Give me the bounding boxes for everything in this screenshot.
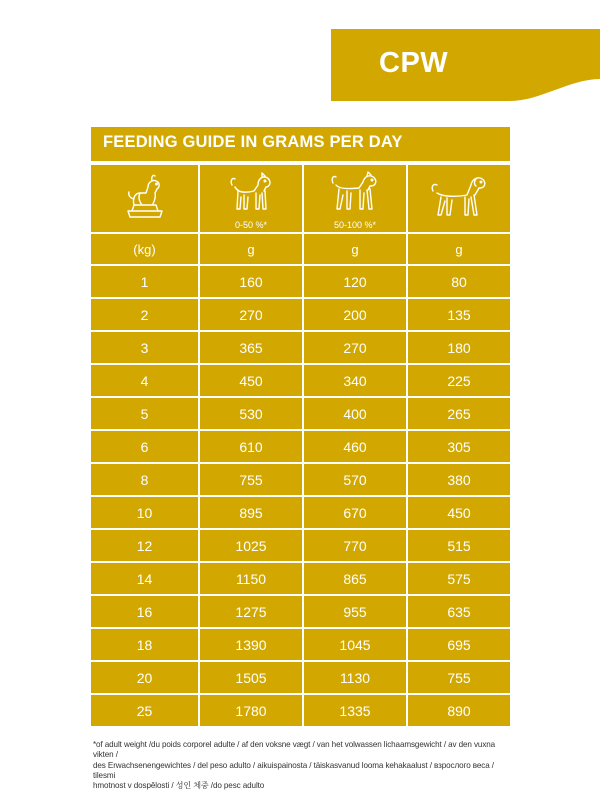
- puppy-small-grams-cell: 1150: [199, 562, 303, 595]
- puppy-small-grams-cell: 1390: [199, 628, 303, 661]
- weight-cell: 18: [91, 628, 199, 661]
- product-code-tab: [331, 29, 600, 101]
- weight-cell: 5: [91, 397, 199, 430]
- adult-grams-cell: 635: [407, 595, 510, 628]
- table-row: [91, 694, 510, 727]
- puppy-medium-grams-cell: 340: [303, 364, 407, 397]
- puppy-small-grams-cell: 1505: [199, 661, 303, 694]
- table-row: [91, 397, 510, 430]
- footnote-line: *of adult weight /du poids corporel adulte / af den voksne vægt / van het volwassen lichaamsgewicht / av den vuxna vikten /: [93, 740, 496, 760]
- weight-cell: 12: [91, 529, 199, 562]
- puppy-medium-grams-cell: 200: [303, 298, 407, 331]
- weight-cell: 16: [91, 595, 199, 628]
- tab-curve-decoration: [510, 79, 600, 101]
- adult-grams-cell: 515: [407, 529, 510, 562]
- adult-dog-icon: [429, 171, 489, 219]
- adult-grams-cell: 225: [407, 364, 510, 397]
- units-row: [91, 233, 510, 265]
- adult-grams-cell: 450: [407, 496, 510, 529]
- unit-cell: g: [407, 233, 510, 265]
- weight-cell: 10: [91, 496, 199, 529]
- puppy-small-grams-cell: 1025: [199, 529, 303, 562]
- adult-grams-cell: 755: [407, 661, 510, 694]
- puppy-small-grams-cell: 610: [199, 430, 303, 463]
- puppy-small-grams-cell: 1275: [199, 595, 303, 628]
- table-row: [91, 265, 510, 298]
- product-code: CPW: [379, 47, 449, 79]
- puppy-small-grams-cell: 270: [199, 298, 303, 331]
- adult-grams-cell: 80: [407, 265, 510, 298]
- puppy-medium-grams-cell: 865: [303, 562, 407, 595]
- unit-cell: g: [199, 233, 303, 265]
- footnote-line: hmotnost v dospělosti / 성인 체중 /do pesc adulto: [93, 781, 265, 791]
- puppy-small-grams-cell: 1780: [199, 694, 303, 727]
- adult-grams-cell: 135: [407, 298, 510, 331]
- puppy-small-percent: 0-50 %*: [234, 220, 268, 230]
- weight-cell: 25: [91, 694, 199, 727]
- footnote-line: des Erwachsenengewichtes / del peso adulto / aikuispainosta / täiskasvanud looma kehakaalust / взрослого веса / tilesmi: [93, 760, 494, 780]
- puppy-medium-grams-cell: 770: [303, 529, 407, 562]
- adult-grams-cell: 180: [407, 331, 510, 364]
- footnote: [93, 740, 513, 791]
- table-row: [91, 562, 510, 595]
- table-row: [91, 661, 510, 694]
- puppy-medium-grams-cell: 955: [303, 595, 407, 628]
- small-dog-icon: [226, 171, 276, 215]
- table-row: [91, 364, 510, 397]
- puppy-medium-grams-cell: 270: [303, 331, 407, 364]
- adult-grams-cell: 575: [407, 562, 510, 595]
- unit-cell: g: [303, 233, 407, 265]
- puppy-medium-grams-cell: 400: [303, 397, 407, 430]
- adult-grams-cell: 265: [407, 397, 510, 430]
- table-row: [91, 331, 510, 364]
- adult-column-header: [407, 164, 510, 233]
- puppy-small-grams-cell: 755: [199, 463, 303, 496]
- adult-grams-cell: 890: [407, 694, 510, 727]
- weight-column-header: [91, 164, 199, 233]
- feeding-guide-title: FEEDING GUIDE IN GRAMS PER DAY: [91, 127, 510, 163]
- icon-row: [91, 164, 510, 233]
- adult-grams-cell: 305: [407, 430, 510, 463]
- weight-cell: 6: [91, 430, 199, 463]
- puppy-medium-column-header: [303, 164, 407, 233]
- puppy-medium-grams-cell: 1130: [303, 661, 407, 694]
- table-row: [91, 430, 510, 463]
- feeding-guide: [91, 127, 510, 728]
- puppy-medium-grams-cell: 120: [303, 265, 407, 298]
- medium-dog-icon: [327, 171, 383, 215]
- weight-cell: 2: [91, 298, 199, 331]
- puppy-small-column-header: [199, 164, 303, 233]
- puppy-medium-grams-cell: 670: [303, 496, 407, 529]
- table-row: [91, 628, 510, 661]
- table-row: [91, 463, 510, 496]
- puppy-small-grams-cell: 450: [199, 364, 303, 397]
- puppy-small-grams-cell: 530: [199, 397, 303, 430]
- puppy-medium-grams-cell: 1045: [303, 628, 407, 661]
- puppy-medium-percent: 50-100 %*: [333, 220, 377, 230]
- table-row: [91, 595, 510, 628]
- weight-cell: 8: [91, 463, 199, 496]
- weight-cell: 1: [91, 265, 199, 298]
- puppy-medium-grams-cell: 1335: [303, 694, 407, 727]
- adult-grams-cell: 380: [407, 463, 510, 496]
- weight-cell: 20: [91, 661, 199, 694]
- puppy-medium-grams-cell: 460: [303, 430, 407, 463]
- table-row: [91, 529, 510, 562]
- puppy-small-grams-cell: 895: [199, 496, 303, 529]
- scale-dog-icon: [122, 171, 168, 219]
- puppy-small-grams-cell: 160: [199, 265, 303, 298]
- table-row: [91, 496, 510, 529]
- feeding-table: [91, 163, 510, 728]
- unit-cell: (kg): [91, 233, 199, 265]
- puppy-medium-grams-cell: 570: [303, 463, 407, 496]
- weight-cell: 4: [91, 364, 199, 397]
- puppy-small-grams-cell: 365: [199, 331, 303, 364]
- table-row: [91, 298, 510, 331]
- weight-cell: 3: [91, 331, 199, 364]
- adult-grams-cell: 695: [407, 628, 510, 661]
- weight-cell: 14: [91, 562, 199, 595]
